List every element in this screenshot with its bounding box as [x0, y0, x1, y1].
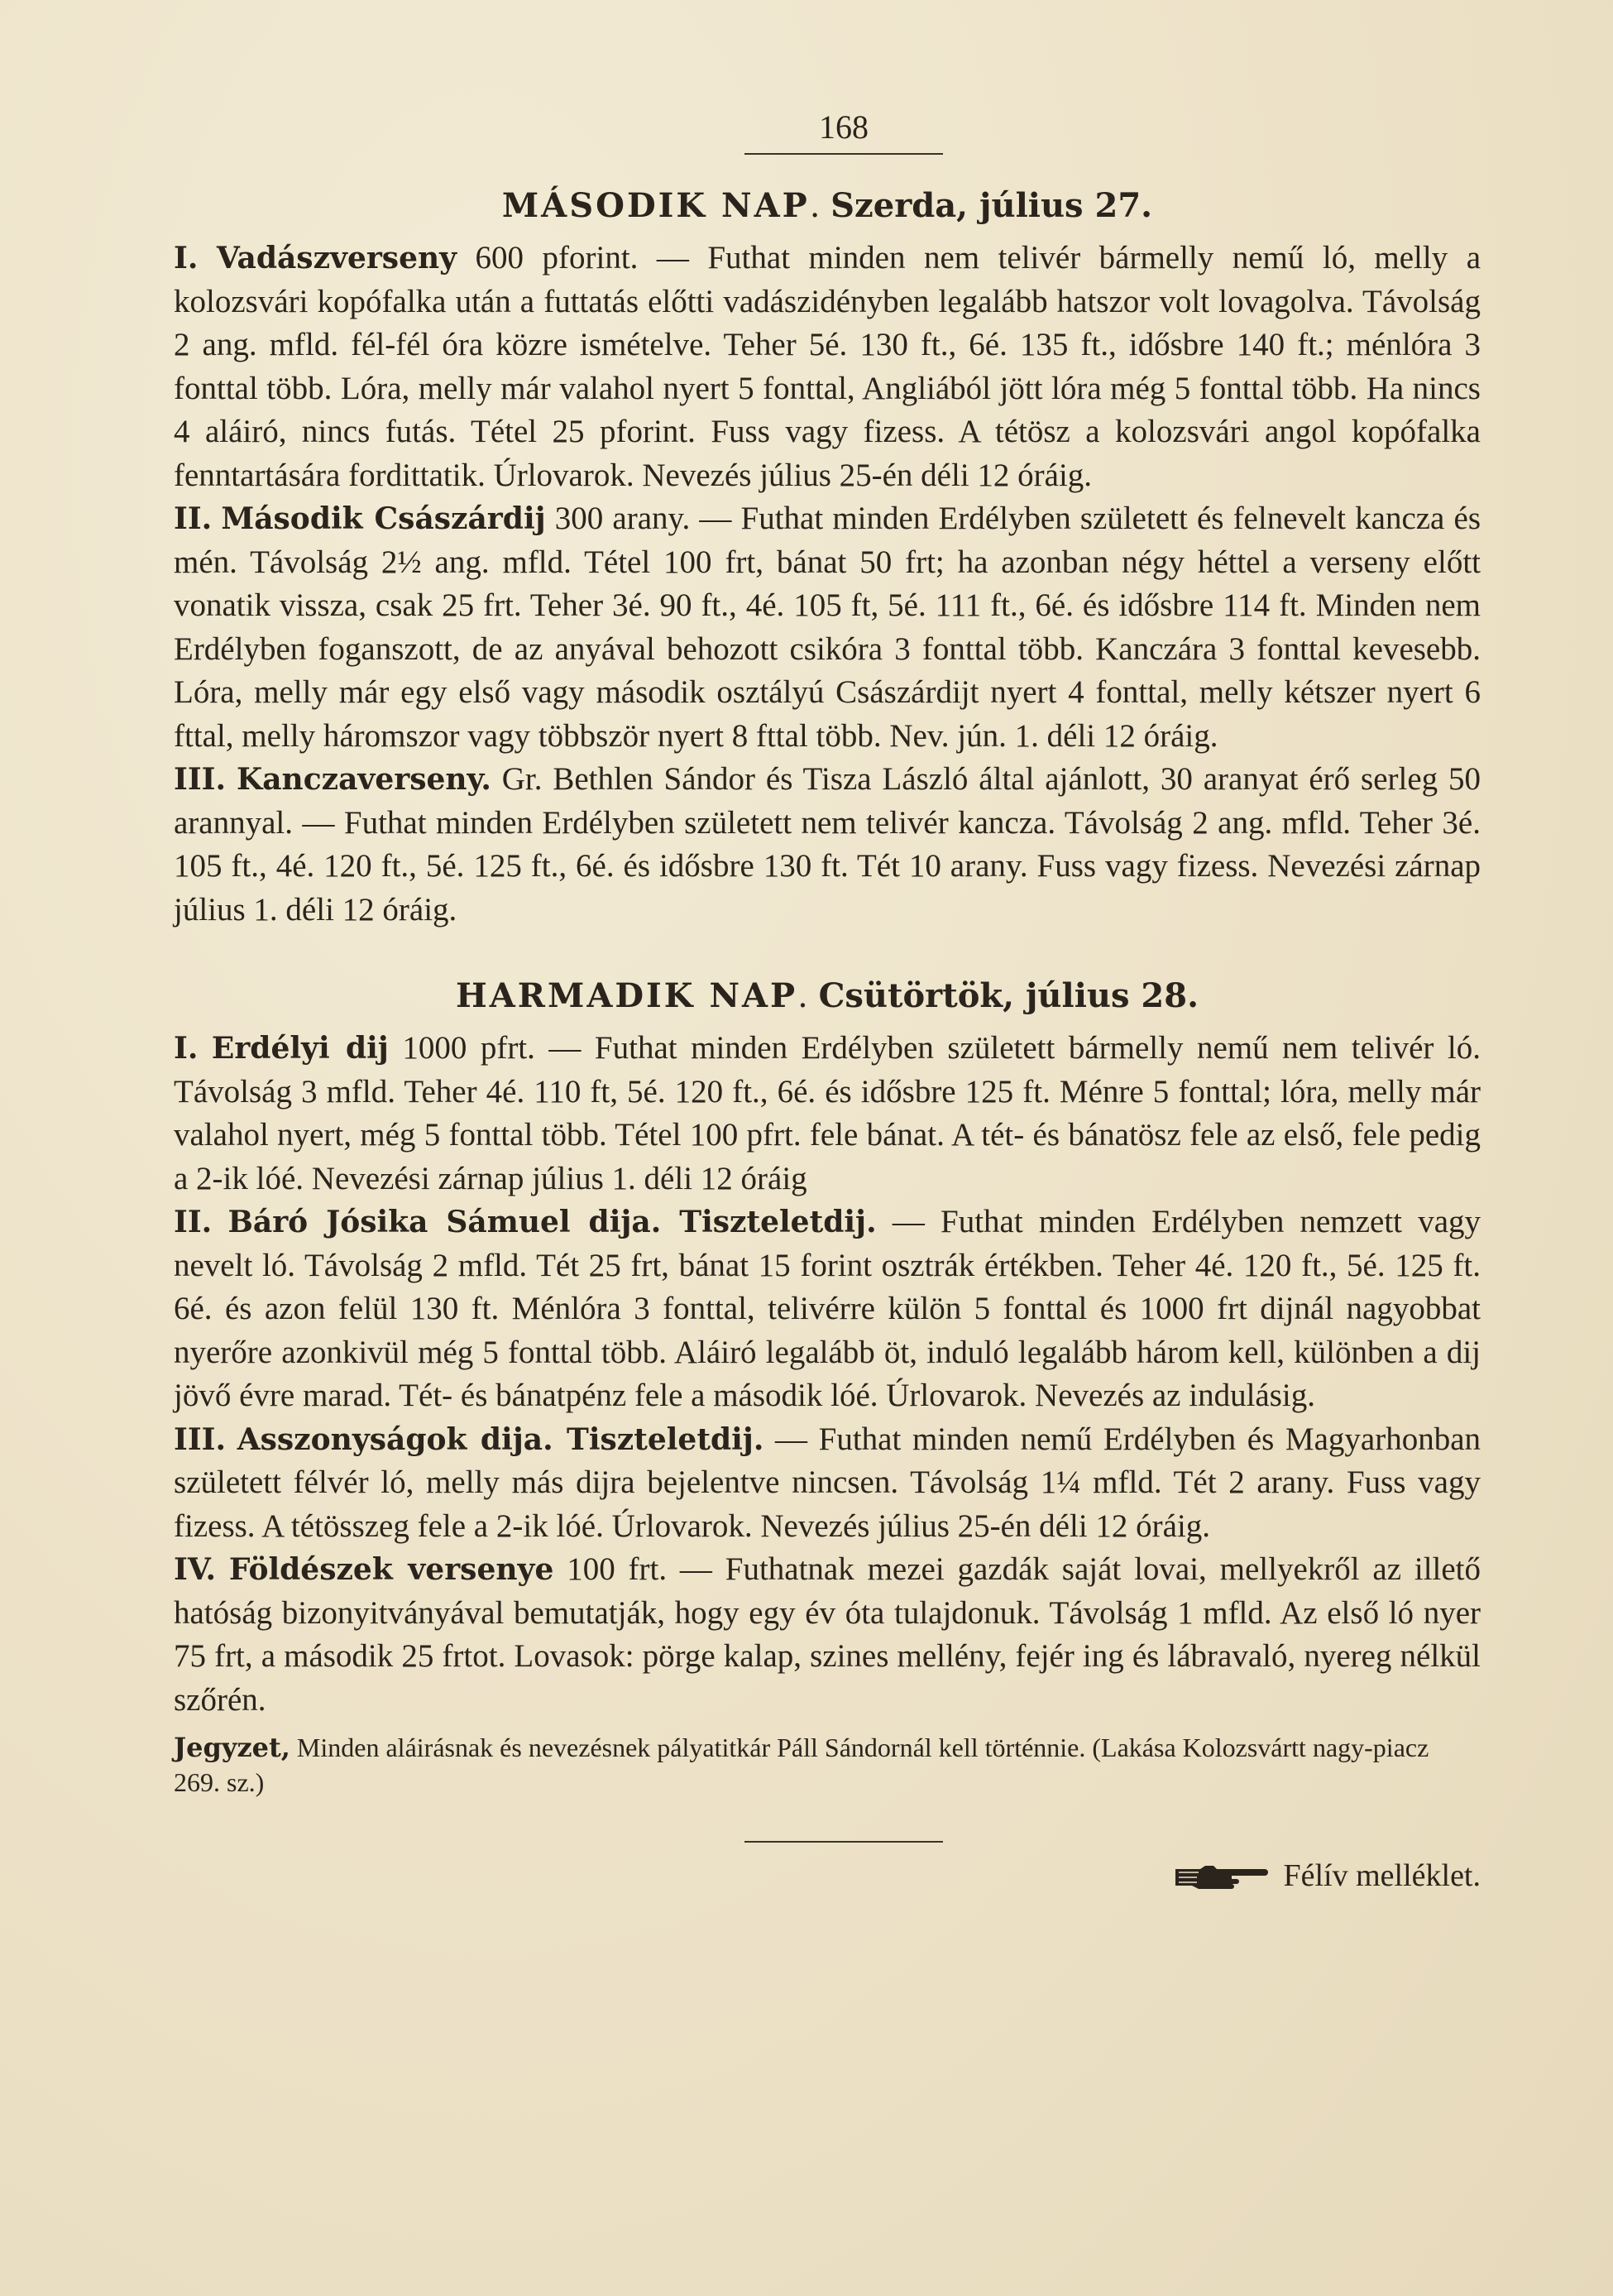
race-number: III.: [174, 762, 227, 797]
race-entry: [174, 1418, 1481, 1549]
footnote: [174, 1730, 1481, 1800]
race-text: 1000 pfrt. — Futhat minden Erdélyben született bármelly nemű nem telivér ló. Távolság 3 mfld. Teher 4é. 110 ft, 5é. 120 ft., 6é. és idősbre 125 ft. Ménre 5 fonttal; lóra, melly már valahol nyert, még 5 fonttal több. Tétel 100 pfrt. fele bánat. A tét- és bánatösz fele az első, fele pedig a 2-ik lóé. Nevezési zárnap július 1. déli 12 óráig: [174, 1030, 1481, 1196]
race-entry: [174, 497, 1481, 758]
pointing-hand-icon: [1172, 1861, 1271, 1891]
race-title: Földészek versenye: [228, 1552, 554, 1587]
race-text: 100 frt. — Futhatnak mezei gazdák saját lovai, mellyekről az illető hatóság bizonyitványával bemutatják, hogy egy év óta tulajdonuk. Távolság 1 mfld. Az első ló nyer 75 frt, a második 25 frtot. Lovasok: pörge kalap, szines mellény, fejér ing és lábravaló, nyereg nélkül szőrén.: [174, 1551, 1481, 1718]
race-title: Második Császárdij: [221, 501, 546, 536]
race-text: 300 arany. — Futhat minden Erdélyben született és felnevelt kancza és mén. Távolság 2½ ang. mfld. Tétel 100 frt, bánat 50 frt; ha azonban négy héttel a verseny előtt vonatik vissza, csak 25 frt. Teher 3é. 90 ft., 4é. 105 ft, 5é. 111 ft., 6é. és idősbre 114 ft. Minden nem Erdélyben foganszott, de az anyával behozott csikóra 3 fonttal több. Kanczára 3 fonttal kevesebb. Lóra, melly már egy első vagy második osztályú Császárdijt nyert 4 fonttal, melly kétszer nyert 6 fttal, melly háromszor vagy többször nyert 8 fttal több. Nev. jún. 1. déli 12 óráig.: [174, 501, 1481, 754]
day-name: HARMADIK NAP: [455, 976, 798, 1015]
race-entry: [174, 1027, 1481, 1201]
race-entry: [174, 1201, 1481, 1418]
race-title: Báró Jósika Sámuel dija. Tiszteletdij.: [227, 1205, 877, 1239]
page-content: [174, 108, 1481, 1893]
race-title: Asszonyságok dija. Tiszteletdij.: [237, 1421, 764, 1457]
race-text: — Futhat minden Erdélyben nemzett vagy nevelt ló. Távolság 2 mfld. Tét 25 frt, bánat 15 forint osztrák értékben. Teher 4é. 120 ft., 5é. 125 ft. 6é. és azon felül 130 ft. Ménlóra 3 fonttal, telivérre külön 5 fonttal és 1000 frt dijnál nagyobbat nyerőre azonkivül még 5 fonttal több. Aláiró legalább öt, induló legalább három kell, különben a dij jövő évre marad. Tét- és bánatpénz fele a második lóé. Úrlovarok. Nevezés az indulásig.: [174, 1204, 1481, 1413]
race-entry: [174, 1548, 1481, 1722]
race-entry: [174, 237, 1481, 497]
race-title: Kanczaverseny.: [236, 762, 491, 797]
race-number: IV.: [174, 1552, 217, 1587]
day-date: Csütörtök, július 28.: [818, 976, 1199, 1015]
race-number: II.: [174, 501, 213, 536]
day-heading-harmadik-nap: HARMADIK NAP. Csütörtök, július 28.: [455, 976, 1199, 1015]
race-text: — Futhat minden nemű Erdélyben és Magyarhonban született félvér ló, melly más dijra bejelentve nincsen. Távolság 1¼ mfld. Tét 2 arany. Fuss vagy fizess. A tétösszeg fele a 2-ik lóé. Úrlovarok. Nevezés július 25-én déli 12 óráig.: [174, 1421, 1481, 1544]
page-number: 168: [744, 108, 943, 155]
footnote-label: Jegyzet,: [174, 1732, 290, 1763]
race-entry: [174, 758, 1481, 932]
race-text: 600 pforint. — Futhat minden nem telivér bármelly nemű ló, melly a kolozsvári kopófalka után a futtatás előtti vadászidényben legalább hatszor volt lovagolva. Távolság 2 ang. mfld. fél-fél óra közre ismételve. Teher 5é. 130 ft., 6é. 135 ft., idősbre 140 ft.; ménlóra 3 fonttal több. Lóra, melly már valahol nyert 5 fonttal, Angliából jött lóra még 5 fonttal több. Ha nincs 4 aláiró, nincs futás. Tétel 25 pforint. Fuss vagy fizess. A tétösz a kolozsvári angol kopófalka fenntartására fordittatik. Úrlovarok. Nevezés július 25-én déli 12 óráig.: [174, 240, 1481, 493]
divider-rule: [744, 1841, 943, 1843]
race-title: Erdélyi dij: [211, 1031, 389, 1066]
race-title: Vadászverseny: [216, 241, 457, 276]
enclosure-label: Félív melléklet.: [1283, 1858, 1481, 1893]
race-text: Gr. Bethlen Sándor és Tisza László által ajánlott, 30 aranyat érő serleg 50 arannyal. — Futhat minden Erdélyben született nem telivér kancza. Távolság 2 ang. mfld. Teher 3é. 105 ft., 4é. 120 ft., 5é. 125 ft., 6é. és idősbre 130 ft. Tét 10 arany. Fuss vagy fizess. Nevezési zárnap július 1. déli 12 óráig.: [174, 761, 1481, 928]
day-heading-masodik-nap: MÁSODIK NAP. Szerda, július 27.: [501, 186, 1153, 225]
race-number: I.: [174, 241, 199, 276]
race-number: III.: [174, 1421, 227, 1457]
day-name: MÁSODIK NAP: [501, 186, 810, 225]
enclosure-note: [1172, 1857, 1481, 1894]
footnote-text: Minden aláirásnak és nevezésnek pályatitkár Páll Sándornál kell történnie. (Lakása Kolozsvártt nagy-piacz 269. sz.): [174, 1733, 1429, 1797]
day-date: Szerda, július 27.: [830, 186, 1153, 225]
race-number: II.: [174, 1205, 213, 1239]
race-number: I.: [174, 1031, 199, 1066]
